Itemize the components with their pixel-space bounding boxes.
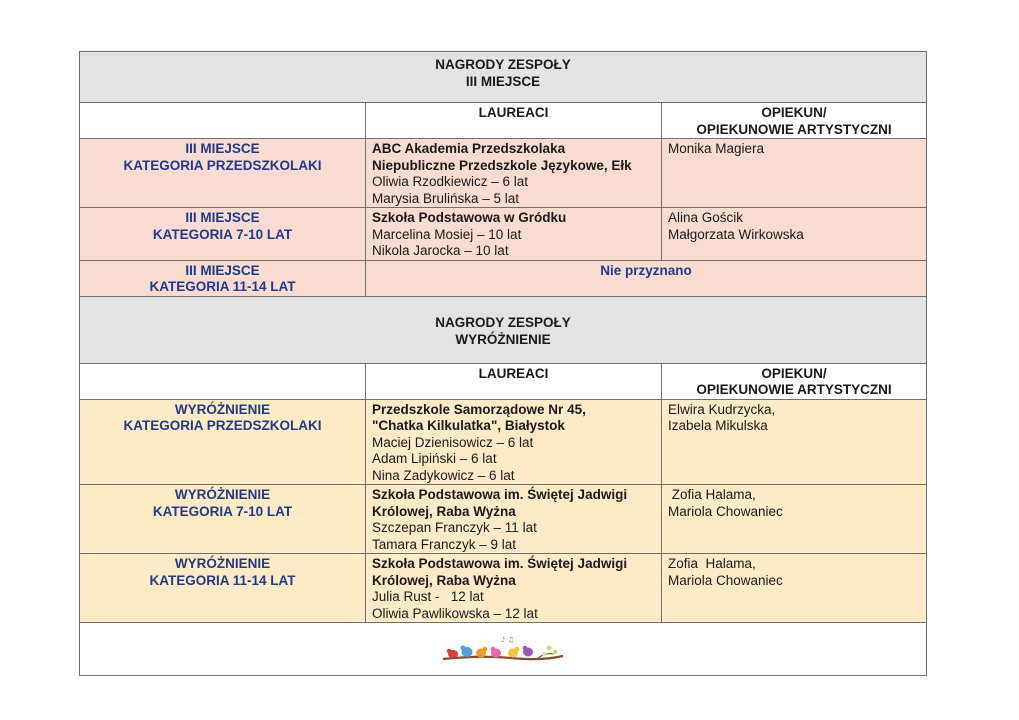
category-place: WYRÓŻNIENIE [174, 487, 271, 502]
birds-on-branch-icon [441, 634, 565, 666]
guardian: Mariola Chowaniec [668, 572, 783, 588]
column-header-row [80, 103, 927, 139]
awards-table [79, 51, 927, 676]
laureates-cell [366, 399, 662, 485]
category-name: KATEGORIA PRZEDSZKOLAKI [123, 157, 322, 173]
header-opiekun-line2: OPIEKUNOWIE ARTYSTYCZNI [696, 121, 892, 137]
school-name: Szkoła Podstawowa im. Świętej Jadwigi [372, 556, 628, 571]
guardian: Małgorzata Wirkowska [668, 226, 804, 242]
table-row [80, 554, 927, 623]
guardian: Zofia Halama, [668, 487, 756, 502]
category-place: WYRÓŻNIENIE [174, 401, 271, 417]
svg-text:♪ ♫: ♪ ♫ [501, 636, 514, 644]
header-opiekun [662, 363, 927, 399]
laureates-cell [366, 554, 662, 623]
school-name-cont: Królowej, Raba Wyżna [372, 503, 516, 519]
awards-document [79, 51, 926, 676]
guardian: Mariola Chowaniec [668, 503, 783, 519]
category-name: KATEGORIA 7-10 LAT [152, 503, 293, 519]
category-cell [80, 260, 366, 296]
participant: Oliwia Rzodkiewicz – 6 lat [372, 174, 529, 189]
participant: Marysia Brulińska – 5 lat [372, 190, 520, 206]
category-place: III MIEJSCE [185, 141, 260, 156]
not-awarded-note: Nie przyznano [366, 260, 927, 296]
participant: Tamara Franczyk – 9 lat [372, 536, 517, 552]
section-title-line1: NAGRODY ZESPOŁY [435, 314, 571, 330]
participant: Julia Rust - 12 lat [372, 589, 484, 604]
category-name: KATEGORIA 7-10 LAT [152, 226, 293, 242]
participant: Adam Lipiński – 6 lat [372, 451, 497, 466]
footer-row [80, 623, 927, 676]
table-row [80, 399, 927, 485]
header-opiekun [662, 103, 927, 139]
section-header-third-place [80, 52, 927, 103]
header-laureaci: LAUREACI [366, 103, 662, 139]
section-title-line1: NAGRODY ZESPOŁY [435, 57, 571, 72]
category-cell [80, 554, 366, 623]
category-place: III MIEJSCE [185, 210, 260, 225]
laureates-cell [366, 208, 662, 261]
header-opiekun-line1: OPIEKUN/ [761, 365, 827, 381]
section-header-distinction [80, 296, 927, 363]
guardian-cell [662, 399, 927, 485]
laureates-cell [366, 485, 662, 554]
school-name: Szkoła Podstawowa im. Świętej Jadwigi [372, 487, 628, 502]
section-title-line2: III MIEJSCE [465, 74, 541, 89]
school-name-cont: Królowej, Raba Wyżna [372, 572, 516, 588]
header-opiekun-line2: OPIEKUNOWIE ARTYSTYCZNI [696, 382, 892, 397]
participant: Marcelina Mosiej – 10 lat [372, 226, 522, 242]
category-cell [80, 399, 366, 485]
guardian-cell [662, 139, 927, 208]
category-place: III MIEJSCE [185, 262, 260, 278]
category-cell [80, 485, 366, 554]
table-row [80, 208, 927, 261]
guardian: Monika Magiera [668, 141, 765, 156]
guardian: Elwira Kudrzycka, [668, 401, 776, 417]
laureates-cell [366, 139, 662, 208]
school-name: Szkoła Podstawowa w Gródku [372, 210, 567, 225]
guardian-cell [662, 208, 927, 261]
guardian-cell [662, 554, 927, 623]
footer-cell [80, 623, 927, 676]
empty-header-cell [80, 103, 366, 139]
school-name: ABC Akademia Przedszkolaka [372, 141, 566, 156]
guardian: Zofia Halama, [668, 556, 756, 571]
guardian-cell [662, 485, 927, 554]
participant: Maciej Dzienisowicz – 6 lat [372, 434, 534, 450]
table-row [80, 260, 927, 296]
school-name-cont: "Chatka Kilkulatka", Białystok [372, 418, 565, 433]
participant: Nina Zadykowicz – 6 lat [372, 467, 515, 483]
category-name: KATEGORIA PRZEDSZKOLAKI [123, 418, 322, 433]
section-title-line2: WYRÓŻNIENIE [455, 331, 551, 347]
table-row [80, 139, 927, 208]
category-name: KATEGORIA 11-14 LAT [149, 279, 296, 294]
category-place: WYRÓŻNIENIE [174, 556, 271, 571]
header-laureaci: LAUREACI [366, 363, 662, 399]
guardian: Izabela Mikulska [668, 418, 768, 433]
guardian: Alina Gościk [668, 210, 744, 225]
category-cell [80, 139, 366, 208]
participant: Oliwia Pawlikowska – 12 lat [372, 605, 538, 621]
school-name: Przedszkole Samorządowe Nr 45, [372, 401, 586, 417]
participant: Szczepan Franczyk – 11 lat [372, 520, 537, 535]
header-opiekun-line1: OPIEKUN/ [761, 105, 827, 120]
school-name-cont: Niepubliczne Przedszkole Językowe, Ełk [372, 157, 632, 173]
empty-header-cell [80, 363, 366, 399]
table-row [80, 485, 927, 554]
category-cell [80, 208, 366, 261]
column-header-row [80, 363, 927, 399]
category-name: KATEGORIA 11-14 LAT [149, 572, 296, 588]
participant: Nikola Jarocka – 10 lat [372, 243, 509, 258]
